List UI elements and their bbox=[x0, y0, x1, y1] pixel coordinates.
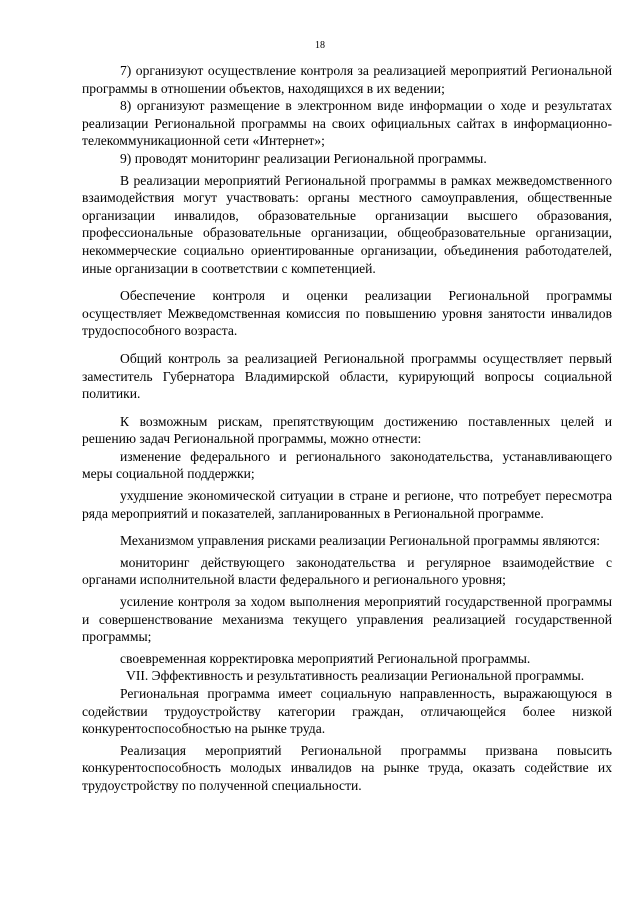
paragraph-item-9: 9) проводят мониторинг реализации Региональной программы. bbox=[120, 150, 487, 166]
paragraph-risk-management-intro: Механизмом управления рисками реализации Региональной программы являются: bbox=[120, 533, 600, 549]
paragraph-participants: В реализации мероприятий Региональной программы в рамках межведомственного взаимодействия могут участвовать: органы местного самоуправления, общественные организации инвалидов, образовательные организации высшего образования, профессиональные образовательные организации, общеобразовательные организации, некоммерческие социально ориентированные организации, объединения работодателей, иные организации в соответствии с компетенцией. bbox=[82, 172, 612, 276]
paragraph-risk-economy: ухудшение экономической ситуации в стране и регионе, что потребует пересмотра ряда мероприятий и показателей, запланированных в Региональной программе. bbox=[82, 488, 612, 521]
paragraph-item-7: 7) организуют осуществление контроля за реализацией мероприятий Региональной программы в отношении объектов, находящихся в их ведении; bbox=[82, 63, 612, 96]
page-number: 18 bbox=[315, 40, 325, 51]
document-body bbox=[82, 62, 612, 795]
paragraph-risks-intro: К возможным рискам, препятствующим достижению поставленных целей и решению задач Региональной программы, можно отнести: bbox=[82, 413, 612, 447]
paragraph-adjustment: своевременная корректировка мероприятий Региональной программы. bbox=[120, 650, 531, 666]
paragraph-social-direction: Региональная программа имеет социальную направленность, выражающуюся в содействии трудоустройству категории граждан, отличающейся более низкой конкурентоспособностью на рынке труда. bbox=[82, 686, 612, 737]
section-heading: VII. Эффективность и результативность реализации Региональной программы. bbox=[126, 668, 585, 684]
paragraph-competitiveness: Реализация мероприятий Региональной программы призвана повысить конкурентоспособность молодых инвалидов на рынке труда, оказать содействие их трудоустройству по полученной специальности. bbox=[82, 742, 612, 793]
paragraph-item-8: 8) организуют размещение в электронном виде информации о ходе и результатах реализации Региональной программы на своих официальных сайтах в информационно-телекоммуникационной сети «Интернет»; bbox=[82, 98, 612, 149]
paragraph-general-control: Общий контроль за реализацией Региональной программы осуществляет первый заместитель Губернатора Владимирской области, курирующий вопросы социальной политики. bbox=[82, 350, 612, 402]
paragraph-control-commission: Обеспечение контроля и оценки реализации Региональной программы осуществляет Межведомственная комиссия по повышению уровня занятости инвалидов трудоспособного возраста. bbox=[82, 288, 612, 339]
paragraph-monitoring: мониторинг действующего законодательства и регулярное взаимодействие с органами исполнительной власти федерального и регионального уровня; bbox=[82, 554, 612, 588]
paragraph-control-strengthening: усиление контроля за ходом выполнения мероприятий государственной программы и совершенствование механизма текущего управления реализацией государственной программы; bbox=[82, 594, 612, 645]
paragraph-risk-legislation: изменение федерального и регионального законодательства, устанавливающего меры социальной поддержки; bbox=[82, 448, 612, 482]
